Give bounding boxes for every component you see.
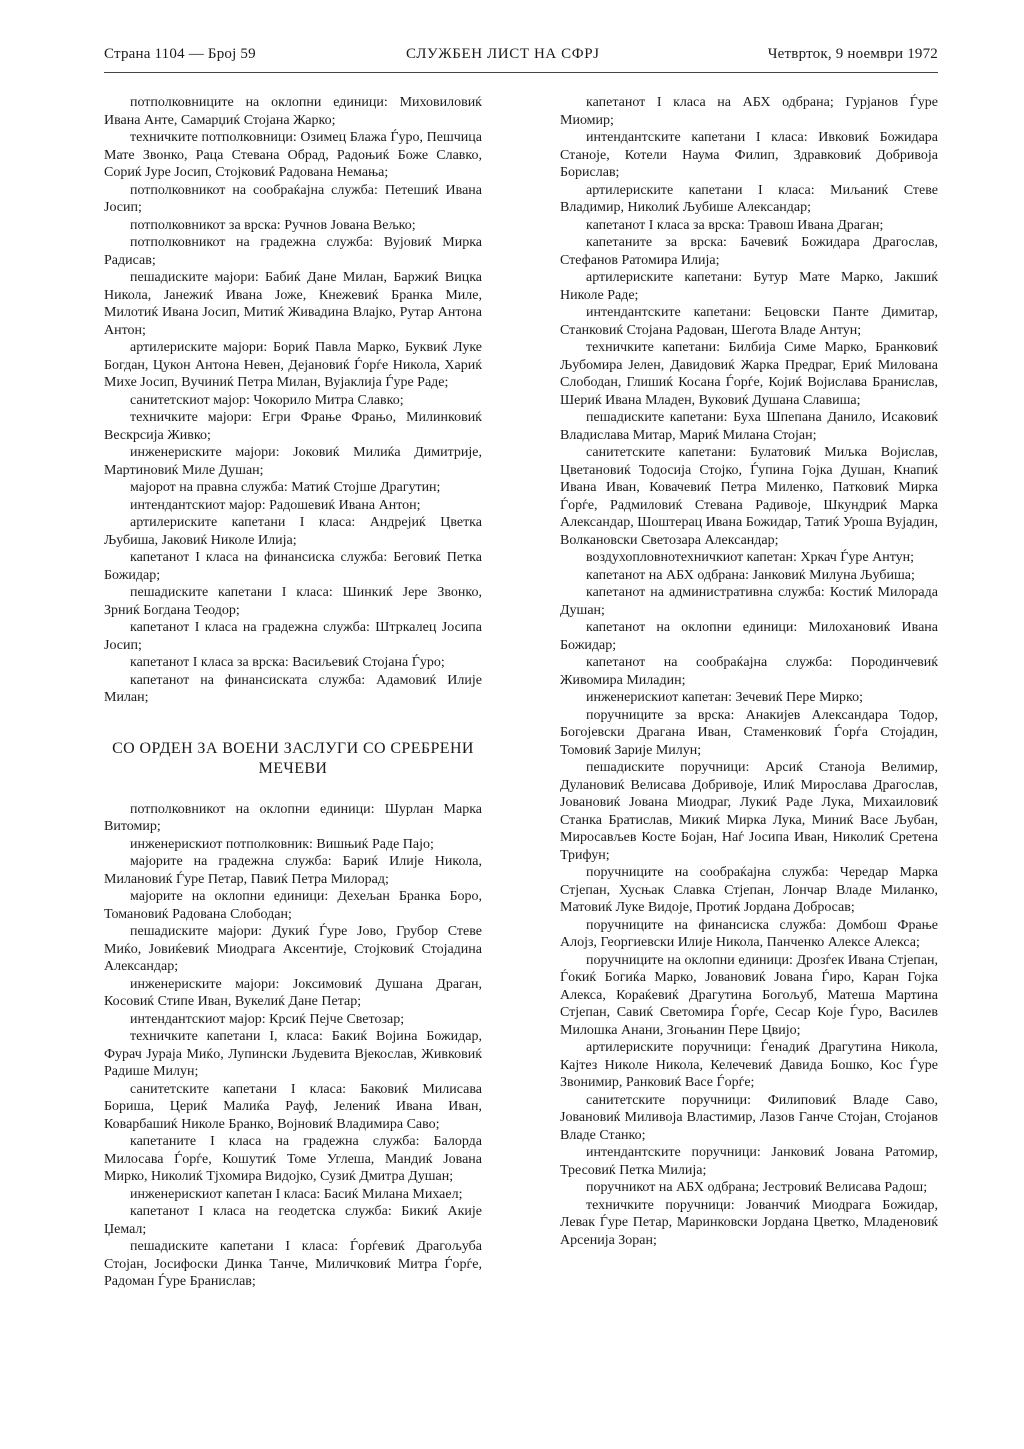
award-entry: артилериските мајори: Бориќ Павла Марко, Буквиќ Луке Богдан, Цукон Антона Невен, Дејановиќ Ѓорѓе Никола, Хариќ Михе Јосип, Вучиниќ Петра Милан, Вујаклија Ѓуре Раде;	[104, 340, 482, 390]
award-entry: артилериските капетани I класа: Миљаниќ Стеве Владимир, Николиќ Љубише Александар;	[560, 182, 938, 215]
award-entry: мајорите на оклопни единици: Дехељан Бранка Боро, Томановиќ Радована Слободан;	[104, 889, 482, 922]
award-entry: капетанот на оклопни единици: Милохановиќ Ивана Божидар;	[560, 620, 938, 653]
award-entry: пешадиските капетани I класа: Ѓорѓевиќ Драгољуба Стојан, Јосифоски Динка Танче, Миличковиќ Митра Ѓорѓе, Радоман Ѓуре Бранислав;	[104, 1239, 482, 1289]
page-number: Страна 1104 — Број 59	[104, 46, 256, 62]
issue-date: Четврток, 9 ноември 1972	[767, 46, 938, 62]
award-entry: капетанот на АБХ одбрана: Јанковиќ Милуна Љубиша;	[586, 567, 915, 583]
award-entry: интендантските капетани: Бецовски Панте Димитар, Станковиќ Стојана Радован, Шегота Владе Антун;	[560, 305, 938, 338]
award-entry: техничките поручници: Јованчиќ Миодрага Божидар, Левак Ѓуре Петар, Маринковски Јордана Цветко, Младеновиќ Арсенија Зоран;	[560, 1197, 938, 1248]
award-entry: техничките потполковници: Озимец Блажа Ѓуро, Пешчица Мате Звонко, Раца Стевана Обрад, Радоњиќ Боже Славко, Сориќ Јуре Јосип, Стојковиќ Радована Немања;	[104, 130, 482, 180]
award-entry: поручниците на сообраќајна служба: Чередар Марка Стјепан, Хусњак Славка Стјепан, Лончар Владе Миланко, Матовиќ Луке Видоје, Протиќ Јордана Добросав;	[560, 865, 938, 915]
award-entry: артилериските капетани I класа: Андрејиќ Цветка Љубиша, Јаковиќ Николе Илија;	[104, 515, 482, 548]
award-entry: интендантскиот мајор: Радошевиќ Ивана Антон;	[130, 497, 421, 513]
award-entry: потполковникот на оклопни единици: Шурлан Марка Витомир;	[104, 801, 482, 834]
award-entry: поручниците за врска: Анакијев Александара Тодор, Богојевски Драгана Иван, Стаменковиќ Ѓорѓа Стојадин, Томовиќ Зарије Милун;	[560, 707, 938, 758]
award-entry: пешадиските мајори: Дукиќ Ѓуре Јово, Грубор Стеве Миќо, Јовиќевиќ Миодрага Аксентије, Стојковиќ Стојадина Александар;	[104, 924, 482, 974]
award-entry: техничките капетани I, класа: Бакиќ Војина Божидар, Фурач Јураја Миќо, Лупински Људевита Вјекослав, Живковиќ Радише Милун;	[104, 1029, 482, 1079]
award-entry: инженерискиот капетан I класа: Басиќ Милана Михаел;	[130, 1186, 463, 1202]
publication-title: СЛУЖБЕН ЛИСТ НА СФРЈ	[406, 46, 600, 62]
award-entry: интендантските капетани I класа: Ивковиќ Божидара Станоје, Котели Наума Филип, Здравковиќ Добривоја Борислав;	[560, 130, 938, 180]
award-entry: санитетските капетани: Булатовиќ Миљка Војислав, Цветановиќ Тодосија Стојко, Ѓупина Гојка Душан, Кнапиќ Ивана Иван, Ковачевиќ Петра Миленко, Патковиќ Мирка Ѓорѓе, Радмиловиќ Стевана Радивоје, Шкундриќ Марка Александар, Шоштерац Ивана Божидар, Татиќ Уроша Вујадин, Волкановски Светозара Александар;	[560, 445, 938, 548]
award-entry: пешадиските мајори: Бабиќ Дане Милан, Баржиќ Вицка Никола, Јанежиќ Ивана Јоже, Кнежевиќ Бранка Миле, Милотиќ Ивана Јосип, Митиќ Живадина Влајко, Рутар Антона Антон;	[104, 270, 482, 338]
award-entry: инженериските мајори: Јоковиќ Милиќа Димитрије, Мартиновиќ Миле Душан;	[104, 445, 482, 478]
award-entry: потполковниците на оклопни единици: Миховиловиќ Ивана Анте, Самарџиќ Стојана Жарко;	[104, 95, 482, 128]
award-entry: воздухопловнотехничкиот капетан: Хркач Ѓуре Антун;	[586, 550, 915, 565]
award-entry: техничките капетани: Билбија Симе Марко, Бранковиќ Љубомира Јелен, Давидовиќ Жарка Предраг, Ериќ Милована Слободан, Глишиќ Косана Ѓорѓе, Којиќ Војислава Бранислав, Шериќ Ивана Младен, Вуковиќ Душана Славиша;	[560, 340, 938, 408]
award-entry: санитетските капетани I класа: Баковиќ Милисава Бориша, Цериќ Малиќа Рауф, Јелениќ Ивана Иван, Коварбашиќ Николе Бранко, Војновиќ Владимира Саво;	[104, 1081, 482, 1132]
award-entry: мајорот на правна служба: Матиќ Стојше Драгутин;	[130, 480, 441, 495]
award-entry: капетанот на административна служба: Костиќ Милорада Душан;	[560, 585, 938, 618]
award-entry: пешадиските поручници: Арсиќ Станоја Велимир, Дулановиќ Велисава Добривоје, Илиќ Мирослава Драгослав, Јовановиќ Јована Миодраг, Лукиќ Раде Лука, Михаиловиќ Станка Братислав, Микиќ Мирка Лука, Миниќ Васе Љубан, Миросављев Косте Бојан, Наѓ Јосипа Иван, Николиќ Сретена Трифун;	[560, 760, 938, 863]
award-entry: потполковникот за врска: Ручнов Јована Вељко;	[130, 217, 416, 233]
award-entry: артилериските капетани: Бутур Мате Марко, Јакшиќ Николе Раде;	[560, 270, 938, 303]
award-entry: интендантскиот мајор: Крсиќ Пејче Светозар;	[130, 1011, 405, 1027]
award-entry: потполковникот на сообраќајна служба: Петешиќ Ивана Јосип;	[104, 182, 482, 215]
award-entry: инженерискиот потполковник: Вишњиќ Раде Пајо;	[130, 836, 434, 852]
award-entry: техничките мајори: Егри Фрање Фрањо, Милинковиќ Вескрсија Живко;	[104, 410, 482, 443]
award-entry: инженериските мајори: Јоксимовиќ Душана Драган, Косовиќ Стипе Иван, Вукелиќ Дане Петар;	[104, 976, 482, 1009]
left-paragraphs-before	[104, 94, 482, 707]
award-entry: поручниците на финансиска служба: Домбош Фрање Алојз, Георгиевски Илије Никола, Панченко Алексе Алекса;	[560, 917, 938, 950]
header-rule	[104, 72, 938, 73]
award-entry: санитетските поручници: Филиповиќ Владе Саво, Јовановиќ Миливоја Властимир, Лазов Ганче Стојан, Стојанов Владе Станко;	[560, 1092, 938, 1143]
award-entry: капетанот на сообраќајна служба: Породинчевиќ Живомира Миладин;	[560, 655, 938, 688]
award-entry: интендантските поручници: Јанковиќ Јована Ратомир, Тресовиќ Петка Милија;	[560, 1145, 938, 1178]
award-entry: капетанот I класа на АБХ одбрана; Гурјанов Ѓуре Миомир;	[560, 95, 938, 128]
award-entry: капетанот на финансиската служба: Адамовиќ Илије Милан;	[104, 672, 482, 705]
right-column	[560, 94, 938, 1249]
left-paragraphs-after	[104, 801, 482, 1291]
award-entry: мајорите на градежна служба: Бариќ Илије Никола, Милановиќ Ѓуре Петар, Павиќ Петра Милорад;	[104, 854, 482, 887]
award-entry: потполковникот на градежна служба: Вујовиќ Мирка Радисав;	[104, 235, 482, 268]
award-entry: санитетскиот мајор: Чокорило Митра Славко;	[130, 392, 404, 408]
left-column	[104, 94, 482, 1291]
award-entry: капетанот I класа на финансиска служба: Беговиќ Петка Божидар;	[104, 550, 482, 583]
award-entry: капетанот I класа за врска: Травош Ивана Драган;	[586, 217, 884, 233]
award-entry: поручниците на оклопни единици: Дрозѓек Ивана Стјепан, Ѓокиќ Богиќа Марко, Јовановиќ Јована Ѓиро, Каран Гојка Алекса, Кораќевиќ Драгутина Богољуб, Матеша Мартина Стјепан, Савиќ Светомира Ѓорѓе, Сесар Које Ѓуро, Василев Милошка Анани, Згоњанин Пере Цвијо;	[560, 952, 938, 1038]
section-heading: СО ОРДЕН ЗА ВОЕНИ ЗАСЛУГИ СО СРЕБРЕНИ МЕЧЕВИ	[112, 739, 474, 777]
award-entry: пешадиските капетани: Буха Шпепана Данило, Исаковиќ Владислава Митар, Мариќ Милана Стојан;	[560, 410, 938, 443]
award-entry: артилериските поручници: Ѓенадиќ Драгутина Никола, Кајтез Николе Никола, Келечевиќ Давида Бошко, Кос Ѓуре Звонимир, Ранковиќ Васе Ѓорѓе;	[560, 1040, 938, 1090]
award-entry: инженерискиот капетан: Зечевиќ Пере Мирко;	[586, 690, 864, 705]
award-entry: капетанот I класа за врска: Васиљевиќ Стојана Ѓуро;	[130, 655, 445, 670]
page-header	[104, 42, 938, 68]
award-entry: пешадиските капетани I класа: Шинкиќ Јере Звонко, Зрниќ Богдана Теодор;	[104, 585, 482, 618]
award-entry: капетанот I класа на геодетска служба: Бикиќ Акије Џемал;	[104, 1204, 482, 1237]
award-entry: капетаните за врска: Бачевиќ Божидара Драгослав, Стефанов Ратомира Илија;	[560, 235, 938, 268]
award-entry: капетаните I класа на градежна служба: Балорда Милосава Ѓорѓе, Кошутиќ Томе Углеша, Мандиќ Јована Мирко, Николиќ Тјхомира Видојко, Сузиќ Дмитра Душан;	[104, 1134, 482, 1184]
award-entry: капетанот I класа на градежна служба: Штркалец Јосипа Јосип;	[104, 620, 482, 653]
award-entry: поручникот на АБХ одбрана; Јестровиќ Велисава Радош;	[586, 1180, 928, 1195]
